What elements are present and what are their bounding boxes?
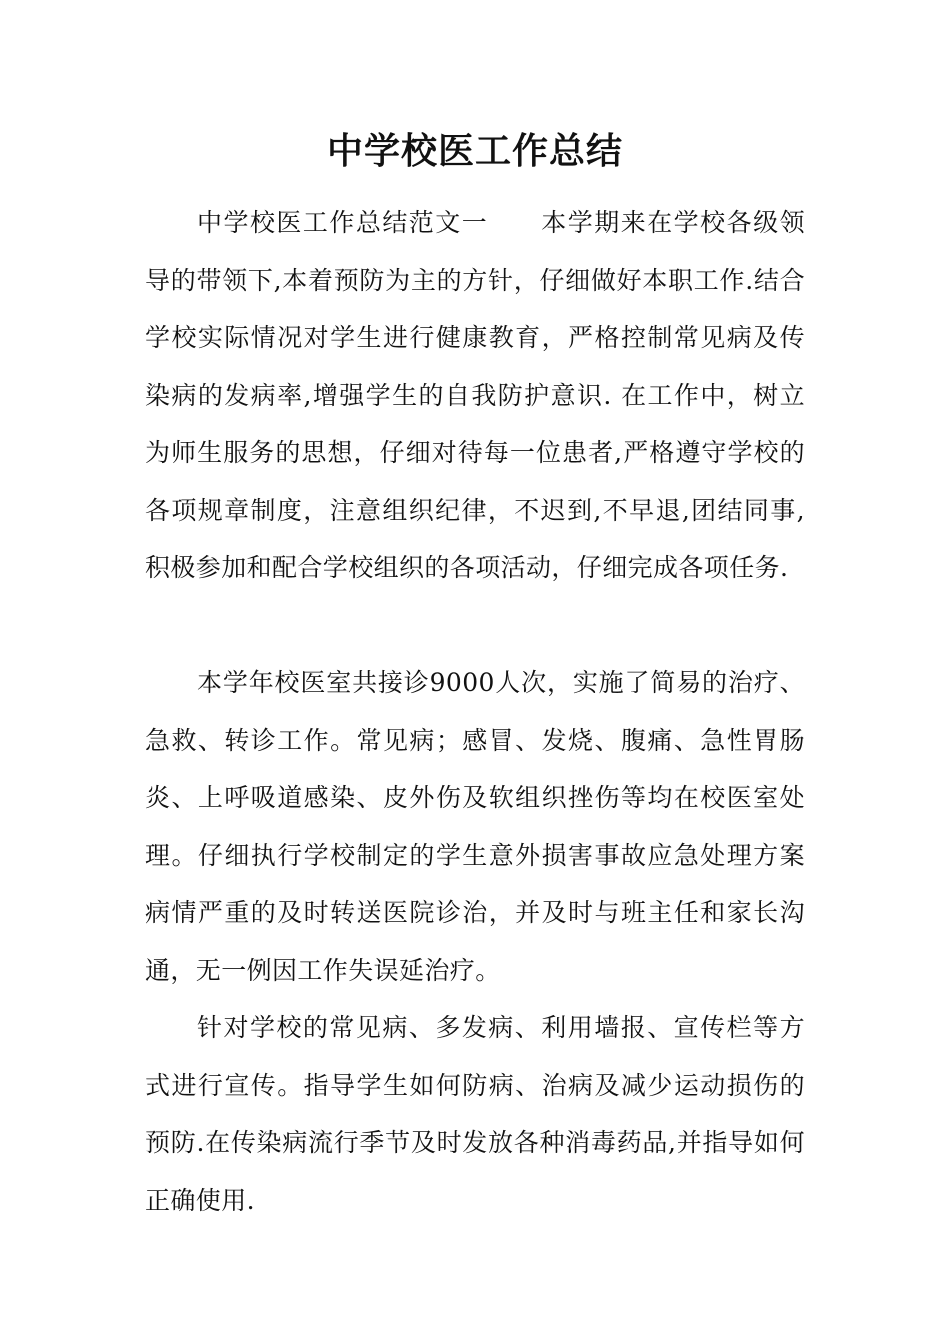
paragraph-1 [145, 194, 805, 597]
paragraph-1-lead: 中学校医工作总结范文一 [197, 208, 489, 237]
document-title: 中学校医工作总结 [326, 131, 623, 172]
paragraph-1-text: 本学期来在学校各级领导的带领下,本着预防为主的方针，仔细做好本职工作.结合学校实际情况对学生进行健康教育，严格控制常见病及传染病的发病率,增强学生的自我防护意识. 在工作中，树立为师生服务的思想，仔细对待每一位患者,严格遵守学校的各项规章制度，注意组织纪律，不迟到,不早退,团结同事,积极参加和配合学校组织的各项活动，仔细完成各项任务. [145, 208, 805, 582]
paragraph-3: 针对学校的常见病、多发病、利用墙报、宣传栏等方式进行宣传。指导学生如何防病、治病及减少运动损伤的预防.在传染病流行季节及时发放各种消毒药品,并指导如何正确使用. [145, 1013, 805, 1215]
paragraph-2: 本学年校医室共接诊9000人次，实施了简易的治疗、急救、转诊工作。常见病；感冒、发烧、腹痛、急性胃肠炎、上呼吸道感染、皮外伤及软组织挫伤等均在校医室处理。仔细执行学校制定的学生意外损害事故应急处理方案病情严重的及时转送医院诊治，并及时与班主任和家长沟通，无一例因工作失误延治疗。 [145, 668, 805, 985]
